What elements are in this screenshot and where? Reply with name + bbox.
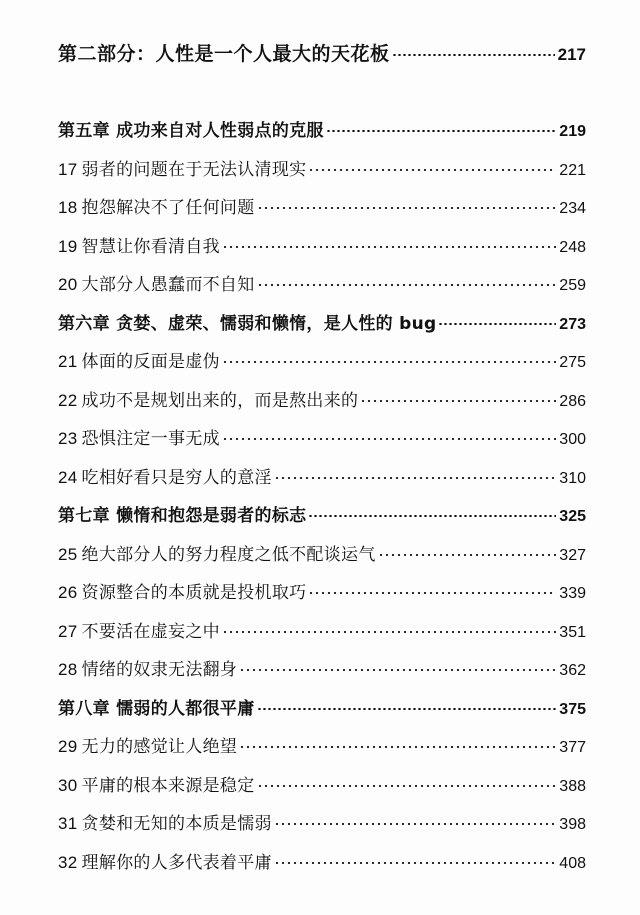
entry-text: 第八章 懦弱的人都很平庸	[58, 698, 255, 719]
entry-text: 不要活在虚妄之中	[81, 621, 220, 642]
page-number: 234	[559, 200, 586, 217]
dot-leader	[257, 284, 557, 286]
page-number: 248	[559, 238, 586, 256]
section-title	[58, 343, 220, 382]
section-number: 21	[58, 352, 78, 371]
section-number: 28	[58, 660, 78, 679]
page-number: 325	[559, 508, 586, 525]
toc-section-row	[58, 228, 586, 267]
dot-leader	[222, 631, 556, 633]
entry-text: 智慧让你看清自我	[81, 236, 220, 257]
section-title	[58, 805, 272, 844]
page-number: 351	[559, 623, 586, 641]
part-page-number: 217	[557, 45, 586, 64]
toc-section-row	[58, 728, 586, 767]
toc-section-row	[58, 574, 586, 613]
section-number: 18	[58, 198, 78, 217]
section-number: 30	[58, 775, 78, 795]
page-number: 310	[559, 469, 586, 487]
page-number: 219	[559, 123, 586, 140]
page-number: 273	[559, 315, 586, 333]
dot-leader	[257, 207, 557, 209]
section-number: 31	[58, 814, 78, 833]
section-number: 25	[58, 544, 78, 564]
dot-leader	[257, 708, 557, 710]
dot-leader	[274, 862, 556, 864]
page-number: 327	[559, 546, 586, 564]
toc-section-row	[58, 613, 586, 652]
section-title	[58, 382, 358, 421]
page-number: 339	[559, 585, 586, 602]
entry-text: 情绪的奴隶无法翻身	[81, 660, 238, 680]
dot-leader	[392, 54, 555, 56]
dot-leader	[257, 785, 557, 787]
section-number: 17	[58, 159, 78, 179]
entry-text: 理解你的人多代表着平庸	[81, 852, 272, 873]
table-of-contents	[58, 34, 586, 882]
entry-text: 绝大部分人的努力程度之低不配谈运气	[81, 544, 376, 565]
toc-section-row	[58, 382, 586, 421]
page-number: 362	[559, 662, 586, 679]
section-number: 23	[58, 429, 78, 448]
toc-section-row	[58, 189, 586, 228]
entry-text: 抱怨解决不了任何问题	[81, 198, 255, 218]
dot-leader	[274, 477, 556, 479]
toc-entries	[58, 112, 586, 882]
toc-section-row	[58, 536, 586, 575]
section-title	[58, 651, 237, 690]
dot-leader	[239, 669, 556, 671]
part-title: 第二部分：人性是一个人最大的天花板	[58, 43, 390, 65]
section-title	[58, 574, 306, 613]
section-title	[58, 228, 220, 267]
entry-text: 恐惧注定一事无成	[81, 429, 220, 449]
section-title	[58, 459, 272, 498]
page-number: 286	[559, 392, 586, 410]
entry-text: 第五章 成功来自对人性弱点的克服	[58, 121, 324, 141]
toc-chapter-row	[58, 690, 586, 729]
section-title	[58, 266, 255, 305]
section-title	[58, 189, 255, 228]
chapter-title	[58, 690, 255, 729]
section-number: 22	[58, 390, 78, 410]
toc-section-row	[58, 844, 586, 883]
toc-section-row	[58, 651, 586, 690]
dot-leader	[308, 592, 556, 594]
chapter-title	[58, 305, 436, 344]
section-title	[58, 420, 220, 459]
section-number: 19	[58, 236, 78, 256]
page-number: 398	[559, 816, 586, 833]
entry-text: 贪婪和无知的本质是懦弱	[81, 814, 272, 834]
section-title	[58, 767, 255, 806]
section-number: 29	[58, 737, 78, 756]
entry-text: 成功不是规划出来的，而是熬出来的	[81, 390, 359, 411]
dot-leader	[222, 438, 556, 440]
page-number: 221	[559, 161, 586, 179]
section-number: 32	[58, 852, 78, 872]
section-title	[58, 844, 272, 883]
dot-leader	[222, 246, 556, 248]
section-title	[58, 151, 306, 190]
page-number: 275	[559, 354, 586, 371]
page-number: 259	[559, 277, 586, 294]
toc-part-heading	[58, 34, 586, 74]
dot-leader	[274, 823, 556, 825]
page-number: 388	[559, 777, 586, 795]
page-number: 377	[559, 739, 586, 756]
page-number: 408	[559, 854, 586, 872]
entry-text: 第七章 懒惰和抱怨是弱者的标志	[58, 506, 307, 526]
section-title	[58, 728, 237, 767]
entry-text: 体面的反面是虚伪	[81, 352, 220, 372]
toc-chapter-row	[58, 112, 586, 151]
entry-text: 吃相好看只是穷人的意淫	[81, 467, 272, 488]
entry-text: 弱者的问题在于无法认清现实	[81, 159, 307, 180]
dot-leader	[360, 400, 556, 402]
section-title	[58, 613, 220, 652]
dot-leader	[308, 169, 556, 171]
toc-section-row	[58, 767, 586, 806]
dot-leader	[308, 515, 556, 517]
dot-leader	[239, 746, 556, 748]
chapter-title	[58, 112, 324, 151]
toc-chapter-row	[58, 305, 586, 344]
dot-leader	[378, 554, 557, 556]
entry-text: 大部分人愚蠢而不自知	[81, 275, 255, 295]
section-number: 27	[58, 621, 78, 641]
toc-section-row	[58, 343, 586, 382]
page-number: 375	[559, 700, 586, 718]
section-number: 26	[58, 583, 78, 602]
entry-text: 资源整合的本质就是投机取巧	[81, 583, 307, 603]
toc-section-row	[58, 805, 586, 844]
entry-text: 第六章 贪婪、虚荣、懦弱和懒惰，是人性的 bug	[58, 313, 437, 334]
section-number: 24	[58, 467, 78, 487]
toc-section-row	[58, 266, 586, 305]
entry-text: 平庸的根本来源是稳定	[81, 775, 255, 796]
chapter-title	[58, 497, 306, 536]
dot-leader	[438, 323, 556, 325]
section-title	[58, 536, 376, 575]
toc-section-row	[58, 151, 586, 190]
toc-section-row	[58, 420, 586, 459]
toc-chapter-row	[58, 497, 586, 536]
page-number: 300	[559, 431, 586, 448]
dot-leader	[222, 361, 556, 363]
section-number: 20	[58, 275, 78, 294]
entry-text: 无力的感觉让人绝望	[81, 737, 238, 757]
dot-leader	[326, 130, 557, 132]
toc-section-row	[58, 459, 586, 498]
